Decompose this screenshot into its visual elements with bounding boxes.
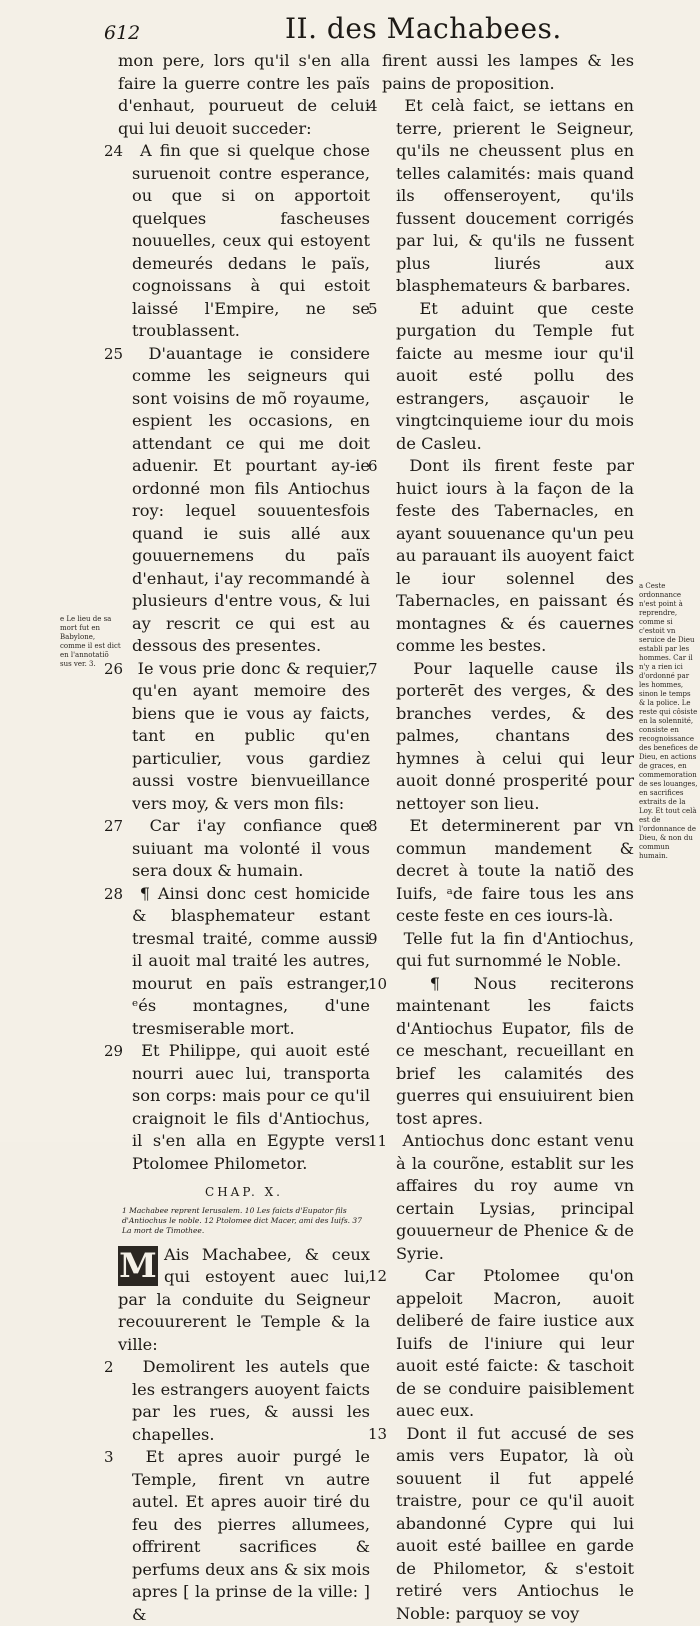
- verse-text: A fin que si quelque chose suruenoit contre esperance, ou que si on apportoit quelques fascheuses nouuelles, ceux qui estoyent demeurés dedans le païs, cognoissans à qui estoit laissé l'Empire, ne se troublassent.: [132, 141, 370, 340]
- verse-text: Et Philippe, qui auoit esté nourri auec lui, transporta son corps: mais pour ce qu'il craignoit le fils d'Antiochus, il s'en alla en Egypte vers Ptolomee Philometor.: [132, 1041, 370, 1173]
- verse-4: [368, 95, 634, 298]
- verse-29: [104, 1040, 370, 1175]
- verse-number: 5: [368, 299, 378, 318]
- verse-text: ¶ Ainsi donc cest homicide & blasphemateur estant tresmal traité, comme aussi il auoit mal traité les autres, mourut en païs estranger, ᵉés montagnes, d'une tresmiserable mort.: [132, 883, 370, 1038]
- left-lead-text: mon pere, lors qu'il s'en alla faire la guerre contre les païs d'enhaut, pourueut de celui qui lui deuoit succeder:: [118, 51, 370, 138]
- verse-27: [104, 815, 370, 883]
- verse-text: Et aduint que ceste purgation du Temple fut faicte au mesme iour qu'il auoit esté pollu des estrangers, asçauoir le vingtcinquieme iour du mois de Casleu.: [396, 298, 634, 453]
- verse-7: [368, 658, 634, 816]
- verse-text: Et determinerent par vn commun mandement & decret à toute la natiõ des Iuifs, ᵃde faire tous les ans ceste feste en ces iours-là.: [396, 816, 634, 925]
- verse-number: 29: [104, 1042, 124, 1060]
- verse-26: [104, 658, 370, 816]
- verse-number: 7: [368, 659, 378, 678]
- verse-9: [368, 928, 634, 973]
- verse-28: [104, 883, 370, 1041]
- verse-text: Pour laquelle cause ils porterēt des verges, & des branches verdes, & des palmes, chantans des hymnes à celui qui leur auoit donné prosperité pour nettoyer son lieu.: [396, 658, 634, 813]
- verse-3: [104, 1446, 370, 1626]
- verse-text: Et apres auoir purgé le Temple, firent vn autre autel. Et apres auoir tiré du feu des pierres allumees, offrirent sacrifices & perfums deux ans & six mois apres [ la prinse de la ville: ] &: [132, 1447, 370, 1624]
- verse-number: 13: [368, 1424, 388, 1443]
- verse-25: [104, 343, 370, 658]
- verse-text: Dont il fut accusé de ses amis vers Eupator, là où souuent il fut appelé traistre, pour ce qu'il auoit abandonné Cypre qui lui auoit esté baillee en garde de Philometor, & s'estoit retiré vers Antiochus le Noble: parquoy se voy: [396, 1423, 635, 1623]
- verse-number: 6: [368, 457, 378, 475]
- verse-number: 2: [104, 1358, 114, 1376]
- verse-number: 3: [104, 1448, 114, 1466]
- verse-number: 27: [104, 817, 124, 835]
- verse-text: ¶ Nous reciterons maintenant les faicts d'Antiochus Eupator, fils de ce meschant, recueillant en brief les calamités des guerres qui ensuiuirent bien tost apres.: [396, 973, 634, 1128]
- verse-text: Ais Machabee, & ceux qui estoyent auec lui, par la conduite du Seigneur recouurerent le Temple & la ville:: [118, 1244, 370, 1354]
- verse-number: 24: [104, 142, 124, 160]
- chapter-opening: [118, 1244, 370, 1357]
- verse-number: 25: [104, 344, 124, 363]
- verse-13: [368, 1423, 635, 1626]
- verse-10: [368, 973, 634, 1131]
- verse-8: [368, 815, 634, 928]
- verse-number: 4: [368, 97, 378, 115]
- verse-number: 12: [368, 1267, 388, 1285]
- verse-text: Dont ils firent feste par huict iours à la façon de la feste des Tabernacles, en ayant souuenance qu'un peu au parauant ils auoyent faict le iour solennel des Tabernacles, en paissant és montagnes & és cauernes comme les bestes.: [396, 456, 634, 655]
- left-margin-note: e Le lieu de sa mort fut en Babylone, comme il est dict en l'annotatiõ sus ver. 3.: [60, 615, 121, 668]
- verse-number: 10: [368, 974, 388, 993]
- running-title: II. des Machabees.: [285, 12, 562, 45]
- verse-text: Car Ptolomee qu'on appeloit Macron, auoit deliberé de faire iustice aux Iuifs de l'iniure qui leur auoit esté faicte: & taschoit de se conduire paisiblement auec eux.: [396, 1266, 634, 1420]
- right-margin-note: a Ceste ordonnance n'est point à reprendre, comme si c'estoit vn seruice de Dieu establi par les hommes. Car il n'y a rien ici d'ordonné par les hommes, sinon le temps & la police. Le reste qui côsiste en la solennité, consiste en recognoissance des benefices de Dieu, en actions de graces, en commemoration de ses louanges, en sacrifices extraits de la Loy. Et tout celà est de l'ordonnance de Dieu, & non du commun humain.: [639, 582, 698, 860]
- verse-2: [104, 1356, 370, 1446]
- right-lead-text: firent aussi les lampes & les pains de proposition.: [382, 51, 634, 93]
- verse-text: D'auantage ie considere comme les seigneurs qui sont voisins de mõ royaume, espient les occasions, en attendant ce qui me doit aduenir. Et pourtant ay-ie ordonné mon fils Antiochus roy: lequel souuentesfois quand ie suis allé aux gouuernemens du païs d'enhaut, i'ay recommandé à plusieurs d'entre vous, & lui ay rescrit ce qui est au dessous des presentes.: [132, 343, 370, 655]
- verse-number: 9: [368, 929, 378, 948]
- chapter-summary: 1 Machabee reprent Ierusalem. 10 Les faicts d'Eupator fils d'Antiochus le noble. 12 Ptolomee dict Macer, ami des Iuifs. 37 La mort de Timothee.: [122, 1205, 362, 1235]
- page-number: 612: [104, 22, 141, 44]
- verse-text: Car i'ay confiance que suiuant ma volonté il vous sera doux & humain.: [132, 816, 370, 880]
- verse-text: Antiochus donc estant venu à la courõne, establit sur les affaires du roy aume vn certain Lysias, principal gouuerneur de Phenice & de Syrie.: [396, 1131, 634, 1263]
- left-column: [104, 50, 370, 1626]
- verse-number: 28: [104, 884, 124, 903]
- drop-cap: M: [119, 1245, 157, 1286]
- verse-24: [104, 140, 370, 343]
- verse-number: 11: [368, 1132, 388, 1150]
- verse-6: [368, 455, 634, 658]
- chapter-heading: CHAP. X.: [205, 1185, 283, 1199]
- right-column: [368, 50, 635, 1625]
- verse-number: 26: [104, 659, 124, 678]
- verse-11: [368, 1130, 634, 1265]
- verse-text: Demolirent les autels que les estrangers auoyent faicts par les rues, & aussi les chapelles.: [132, 1357, 370, 1444]
- verse-number: 8: [368, 817, 378, 835]
- verse-12: [368, 1265, 634, 1423]
- page-header: [0, 8, 700, 48]
- verse-text: Ie vous prie donc & requier, qu'en ayant memoire des biens que ie vous ay faicts, tant en public qu'en particulier, vous gardiez aussi vostre bienvueillance vers moy, & vers mon fils:: [132, 658, 370, 813]
- verse-text: Et celà faict, se iettans en terre, prierent le Seigneur, qu'ils ne cheussent plus en telles calamités: mais quand ils offenseroyent, qu'ils fussent doucement corrigés par lui, & qu'ils ne fussent plus liurés aux blasphemateurs & barbares.: [396, 96, 634, 295]
- verse-5: [368, 298, 634, 456]
- verse-text: Telle fut la fin d'Antiochus, qui fut surnommé le Noble.: [396, 928, 634, 970]
